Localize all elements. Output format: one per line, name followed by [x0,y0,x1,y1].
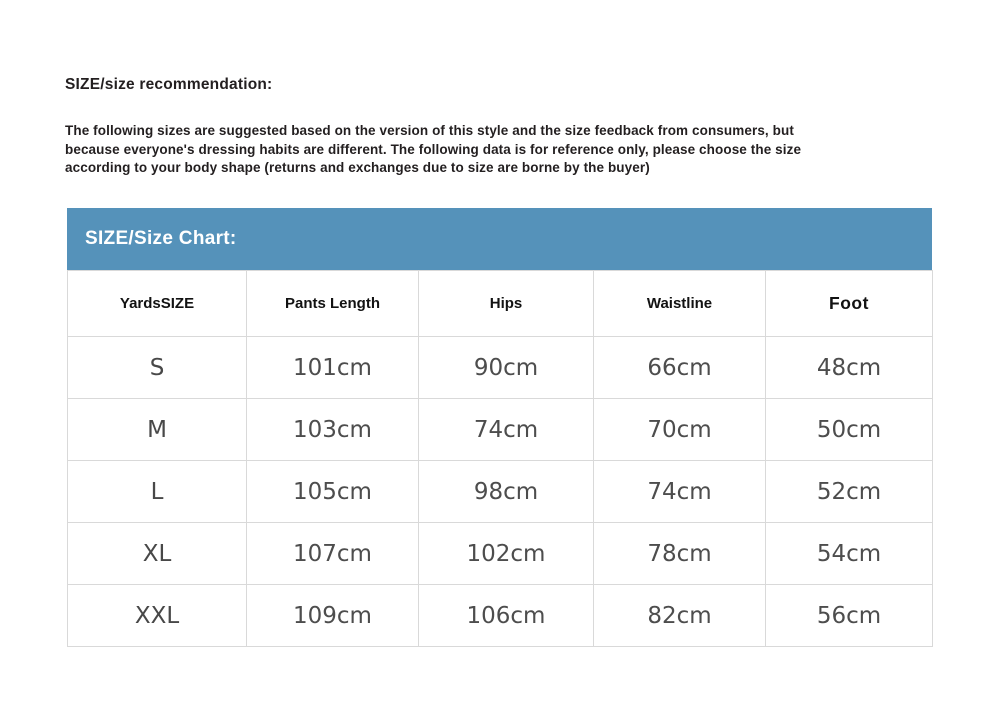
cell-size-m: M [68,399,247,461]
size-chart-header-bar [67,208,932,270]
table-row-xxl [68,585,933,647]
cell-size-xxl: XXL [68,585,247,647]
cell-xl-pants-length: 107cm [247,523,419,585]
cell-m-foot: 50cm [766,399,933,461]
column-header-waistline: Waistline [594,271,766,337]
cell-l-foot: 52cm [766,461,933,523]
cell-s-waistline: 66cm [594,337,766,399]
cell-m-hips: 74cm [419,399,594,461]
cell-xxl-waistline: 82cm [594,585,766,647]
column-header-yards-size: YardsSIZE [68,271,247,337]
cell-s-hips: 90cm [419,337,594,399]
cell-size-xl: XL [68,523,247,585]
cell-l-hips: 98cm [419,461,594,523]
size-recommendation-heading: SIZE/size recommendation: [65,76,273,93]
cell-xl-hips: 102cm [419,523,594,585]
table-row-s [68,337,933,399]
column-header-foot: Foot [766,271,933,337]
cell-l-pants-length: 105cm [247,461,419,523]
cell-xxl-foot: 56cm [766,585,933,647]
size-recommendation-paragraph [65,122,915,178]
column-header-pants-length: Pants Length [247,271,419,337]
recommendation-line-1: The following sizes are suggested based on the version of this style and the size feedback from consumers, but [65,123,794,138]
cell-s-foot: 48cm [766,337,933,399]
table-row-xl [68,523,933,585]
cell-l-waistline: 74cm [594,461,766,523]
cell-xl-waistline: 78cm [594,523,766,585]
cell-s-pants-length: 101cm [247,337,419,399]
cell-xl-foot: 54cm [766,523,933,585]
column-header-hips: Hips [419,271,594,337]
cell-xxl-hips: 106cm [419,585,594,647]
table-row-m [68,399,933,461]
cell-xxl-pants-length: 109cm [247,585,419,647]
cell-m-pants-length: 103cm [247,399,419,461]
cell-size-s: S [68,337,247,399]
size-chart-table [67,270,933,647]
size-chart-title: SIZE/Size Chart: [85,228,237,249]
table-row-l [68,461,933,523]
recommendation-line-3: according to your body shape (returns and exchanges due to size are borne by the buyer) [65,160,650,175]
cell-m-waistline: 70cm [594,399,766,461]
recommendation-line-2: because everyone's dressing habits are different. The following data is for reference only, please choose the size [65,141,802,157]
cell-size-l: L [68,461,247,523]
table-header-row [68,271,933,337]
